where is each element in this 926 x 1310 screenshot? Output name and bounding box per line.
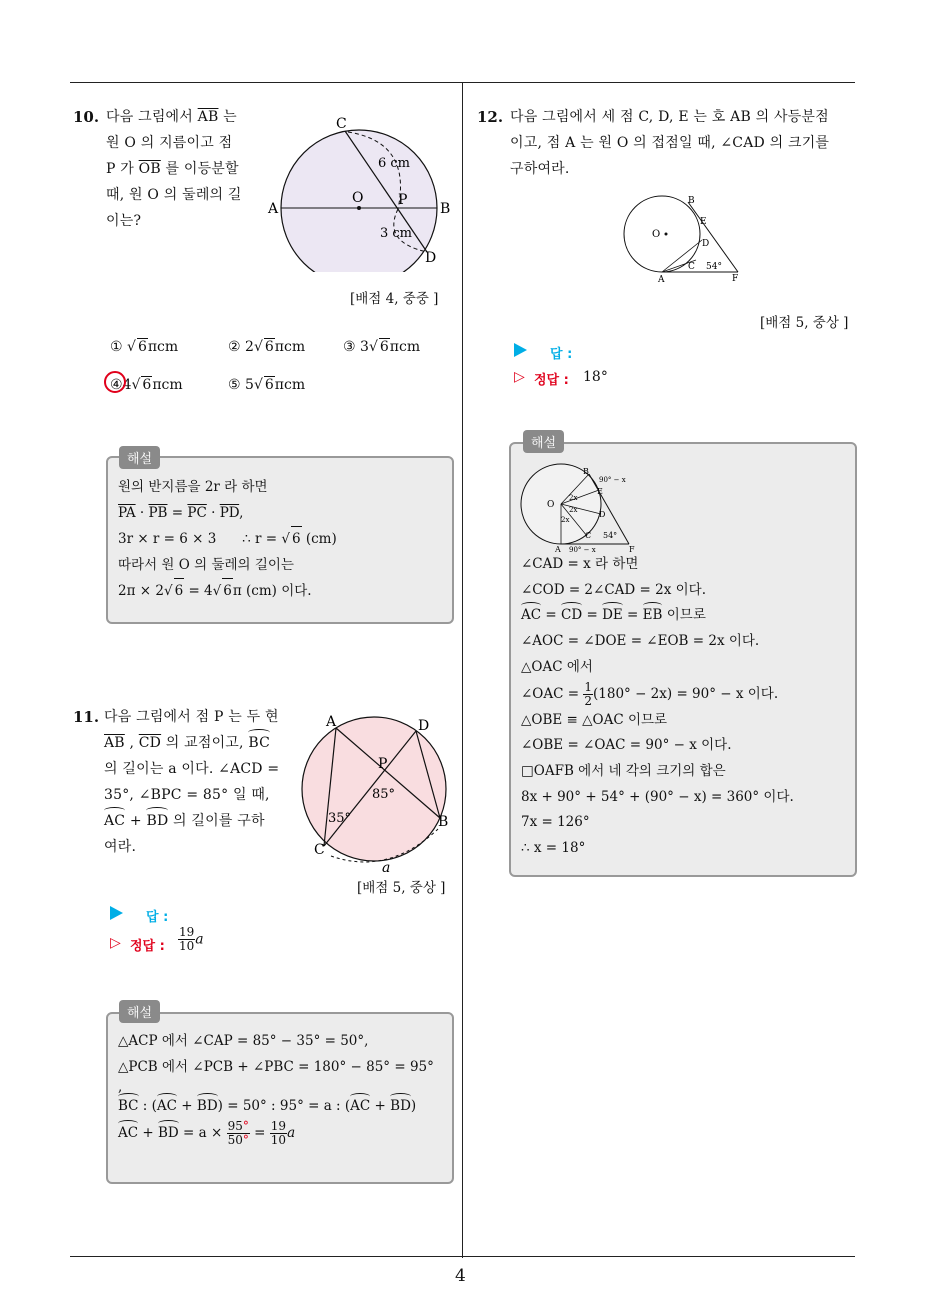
q10-choice-5[interactable]: ⑤ 5√ 6πcm (228, 377, 306, 393)
outline-arrow-icon-2: ▷ (514, 369, 525, 385)
svg-text:B: B (583, 467, 589, 476)
q12-number: 12. (477, 108, 504, 126)
q11-correct-label: 정답 : (130, 939, 165, 954)
q12-solution-figure (517, 462, 647, 554)
q11-solution-tag: 해설 (119, 1000, 160, 1023)
svg-text:2x: 2x (561, 516, 570, 524)
q12-text: 다음 그림에서 세 점 C, D, E 는 호 AB 의 사등분점 이고, 점 A 는 원 O 의 접점일 때, ∠CAD 의 크기를 구하여라. (510, 109, 830, 177)
q12-solution-text: ∠CAD = x 라 하면 ∠COD = 2∠CAD = 2x 이다. AC = CD = DE = EB 이므로 ∠AOC = ∠DOE = ∠EOB = 2x 이다. △OAC 에서 ∠OAC = $\frac{1}{2}$ (180° − 2x) = 90° − x 이다. △OBE ≡ △OAC 이므로 ∠OBE = ∠OAC = 90° − x 이다. □OAFB 에서 네 각의 크기의 합은 8x + 90° + 54° + (90° − x) = 360° 이다. 7x = 126° ∴ x = 18° (521, 556, 794, 857)
svg-text:P: P (378, 756, 388, 772)
q10-choice-3[interactable]: ③ 3√ 6πcm (343, 339, 421, 355)
svg-text:2x: 2x (569, 494, 578, 502)
q12-answer-label: 답 : (550, 347, 573, 362)
q10-choice-4[interactable]: ④4√ 6πcm (110, 377, 183, 393)
q11-correct-value: $\frac{19}{10}$ a (179, 925, 204, 953)
svg-text:D: D (702, 239, 710, 249)
svg-text:85°: 85° (372, 787, 396, 802)
bottom-rule (70, 1256, 855, 1257)
svg-text:C: C (585, 531, 592, 540)
svg-text:O: O (352, 190, 364, 206)
svg-text:O: O (547, 500, 555, 510)
q12-score: [배점 5, 중상 ] (760, 315, 849, 331)
q12-figure (616, 190, 756, 290)
q10-choice-2[interactable]: ② 2√ 6πcm (228, 339, 306, 355)
svg-text:35°: 35° (328, 811, 352, 826)
svg-text:C: C (336, 116, 347, 132)
svg-text:D: D (418, 718, 430, 734)
q11-text: 다음 그림에서 점 P 는 두 현 $\overline{AB}$ , $\overline{CD}$ 의 교점이고, BC 의 길이는 a 이다. ∠ACD = 35°, ∠BPC = 85° 일 때, AC + BD 의 길이를 구하 여라. (104, 709, 280, 855)
q11-answer-label: 답 : (146, 910, 169, 925)
q11-number: 11. (73, 708, 100, 726)
svg-text:E: E (700, 217, 707, 227)
q10-number: 10. (73, 108, 100, 126)
q12-solution-tag: 해설 (523, 430, 564, 453)
q10-solution-tag: 해설 (119, 446, 160, 469)
outline-arrow-icon: ▷ (110, 935, 121, 951)
play-arrow-icon (110, 906, 123, 920)
svg-text:B: B (688, 196, 695, 206)
svg-text:D: D (599, 510, 606, 519)
page-number: 4 (455, 1266, 466, 1286)
svg-text:F: F (732, 274, 739, 284)
svg-text:A: A (658, 275, 665, 285)
svg-text:B: B (440, 201, 451, 217)
q12-correct-value: 18° (583, 369, 608, 385)
svg-text:F: F (629, 545, 635, 554)
play-arrow-icon-2 (514, 343, 527, 357)
svg-text:54°: 54° (706, 262, 722, 272)
q12-correct-label: 정답 : (534, 373, 569, 388)
svg-text:a: a (382, 860, 391, 876)
column-divider (462, 82, 463, 1258)
svg-text:P: P (398, 192, 408, 208)
q11-figure (298, 706, 462, 876)
svg-text:C: C (688, 262, 695, 272)
q10-text: 다음 그림에서 $\overline{AB}$ 는 원 O 의 지름이고 점 P 가 $\overline{OB}$ 를 이등분할 때, 원 O 의 둘레의 길 이는? (106, 109, 242, 229)
q10-solution-text: 원의 반지름을 2r 라 하면 $\overline{PA} \cdot \overline{PB} = \overline{PC} \cdot \overline{PD}$, 3r × r = 6 × 3 ∴ r = √ 6 (cm) 따라서 원 O 의 둘레의 길이는 2π × 2√ 6 = 4√ 6π (cm) 이다. (118, 475, 448, 605)
q11-score: [배점 5, 중상 ] (357, 880, 446, 896)
q11-solution-text: △ACP 에서 ∠CAP = 85° − 35° = 50°, △PCB 에서 ∠PCB + ∠PBC = 180° − 85° = 95° , BC : (AC + BD) = 50° : 95° = a : (AC + BD) AC + BD = a × $\frac{95^\circ}{50^\circ}$ = $\frac{19}{10}$ a (118, 1033, 434, 1147)
svg-text:C: C (314, 842, 325, 858)
svg-text:A: A (555, 545, 561, 554)
svg-text:90° − x: 90° − x (569, 546, 596, 554)
selected-choice-marker (104, 371, 126, 393)
svg-text:54°: 54° (603, 531, 618, 540)
q10-figure (262, 112, 462, 272)
svg-text:B: B (438, 814, 449, 830)
svg-text:D: D (425, 250, 437, 266)
svg-text:6 cm: 6 cm (378, 156, 411, 171)
svg-text:90° − x: 90° − x (599, 476, 626, 484)
svg-text:E: E (597, 487, 603, 496)
svg-text:2x: 2x (569, 506, 578, 514)
svg-text:3 cm: 3 cm (380, 226, 413, 241)
q10-score: [배점 4, 중중 ] (350, 291, 439, 307)
svg-text:A: A (268, 201, 279, 217)
q10-choice-1[interactable]: ① √ 6πcm (110, 339, 179, 355)
svg-text:A: A (326, 714, 337, 730)
svg-text:O: O (652, 229, 661, 240)
